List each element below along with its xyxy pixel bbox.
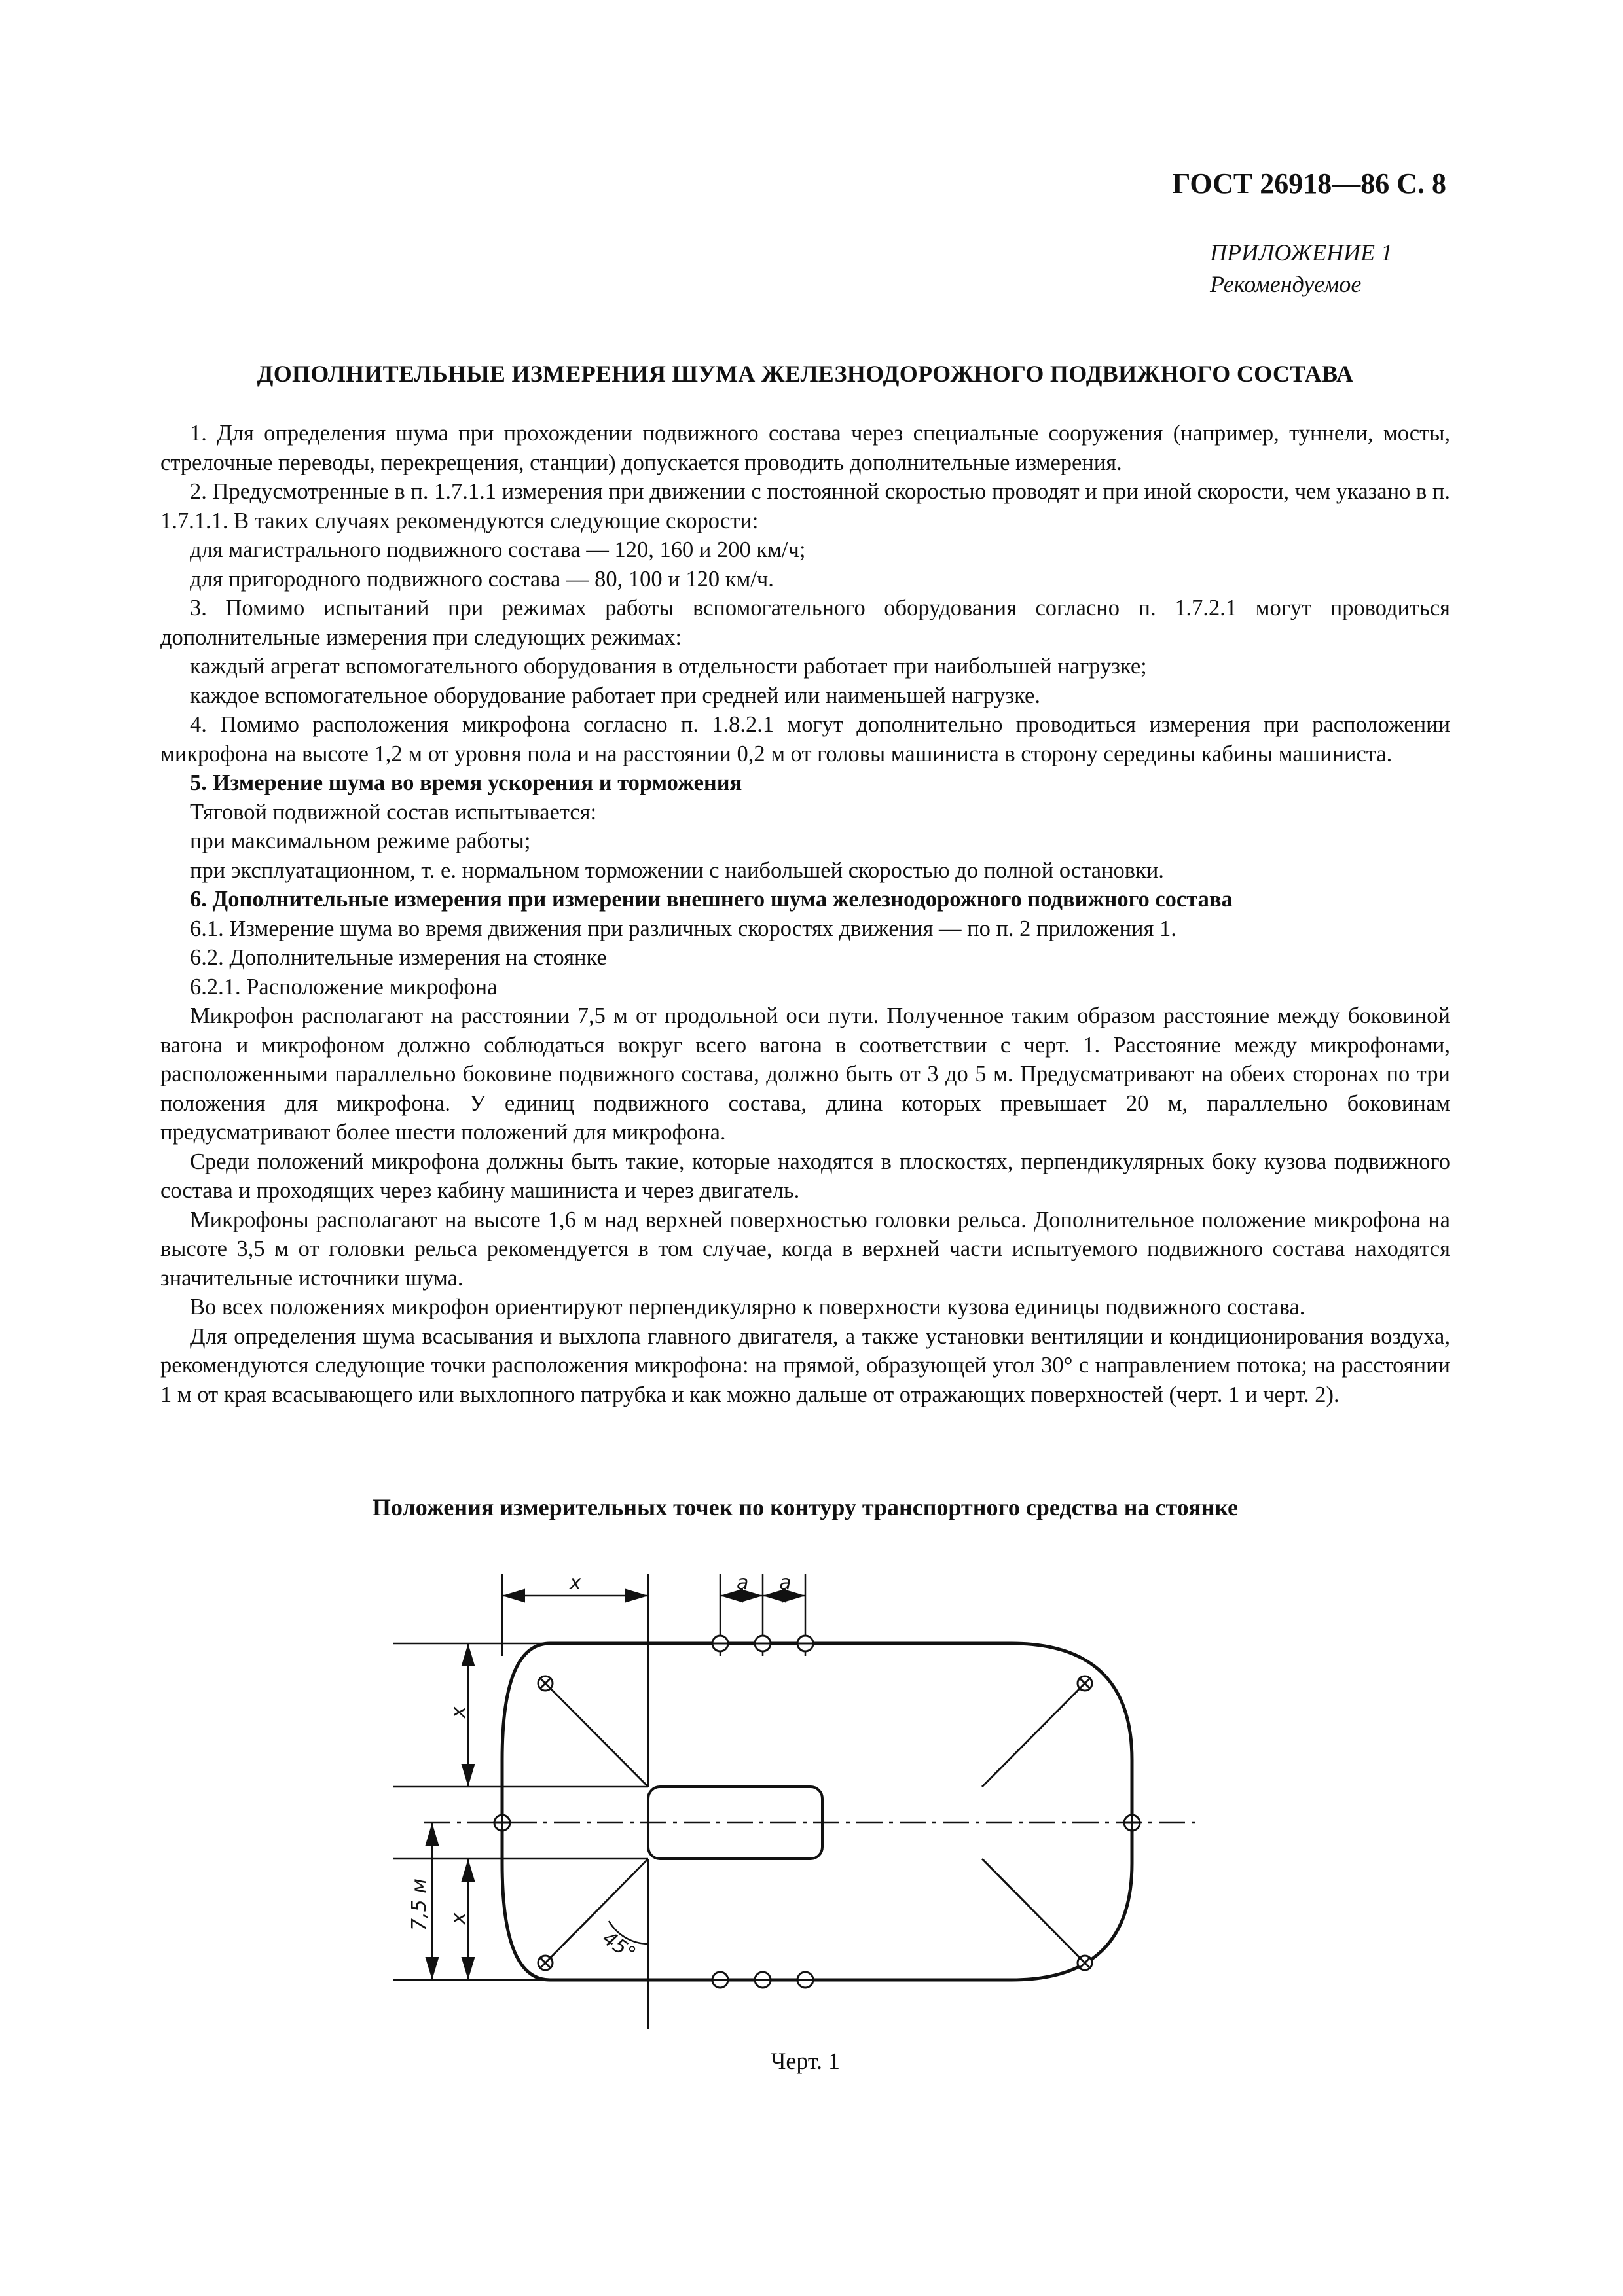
paragraph: Тяговой подвижной состав испытывается:: [190, 799, 597, 825]
microphone-point: [712, 1636, 728, 1651]
dimension-label-x: x: [447, 1912, 470, 1924]
annex-label: ПРИЛОЖЕНИЕ 1: [1210, 240, 1393, 266]
paragraph: каждое вспомогательное оборудование работает при средней или наименьшей нагрузке.: [190, 683, 1040, 708]
microphone-point: [1078, 1676, 1092, 1691]
microphone-point: [494, 1815, 510, 1831]
paragraph: 3. Помимо испытаний при режимах работы вспомогательного оборудования согласно п. 1.7.2.1 могут проводиться дополнительные измерения при следующих режимах:: [160, 596, 1450, 650]
section-title: ДОПОЛНИТЕЛЬНЫЕ ИЗМЕРЕНИЯ ШУМА ЖЕЛЕЗНОДОРОЖНОГО ПОДВИЖНОГО СОСТАВА: [257, 361, 1354, 387]
microphone-point: [712, 1972, 728, 1988]
paragraph: 6.2.1. Расположение микрофона: [190, 974, 498, 999]
paragraph: Микрофоны располагают на высоте 1,6 м над верхней поверхностью головки рельса. Дополнительное положение микрофона на высоте 3,5 м от головки рельса рекомендуется в том случае, когда в верхней части испытуемого подвижного состава находятся значительные источники шума.: [160, 1207, 1450, 1291]
paragraph: при эксплуатационном, т. е. нормальном торможении с наибольшей скоростью до полной остановки.: [190, 857, 1164, 883]
paragraph: 4. Помимо расположения микрофона согласно п. 1.8.2.1 могут дополнительно проводиться измерения при расположении микрофона на высоте 1,2 м от уровня пола и на расстоянии 0,2 м от головы машиниста в сторону середины кабины машиниста.: [160, 712, 1450, 766]
microphone-point: [755, 1972, 771, 1988]
dimension-label-a: a: [737, 1571, 749, 1594]
paragraph: при максимальном режиме работы;: [190, 829, 531, 853]
paragraph: Микрофон располагают на расстоянии 7,5 м от продольной оси пути. Полученное таким образом расстояние между боковиной вагона и микрофоном должно соблюдаться вокруг всего вагона в соответствии с черт. 1. Расстояние между микрофонами, расположенными параллельно боковине подвижного состава, должно быть от 3 до 5 м. Предусматривают на обеих сторонах по три положения для микрофона. У единиц подвижного состава, длина которых превышает 20 м, параллельно боковинам предусматривают более шести положений для микрофона.: [160, 1003, 1450, 1145]
microphone-contour: [502, 1643, 1132, 1980]
paragraph: Для определения шума всасывания и выхлопа главного двигателя, а также установки вентиляции и кондиционирования воздуха, рекомендуются следующие точки расположения микрофона: на прямой, образующей угол 30° с направлением потока; на расстоянии 1 м от края всасывающего или выхлопного патрубка и как можно дальше от отражающих поверхностей (черт. 1 и черт. 2).: [160, 1323, 1450, 1407]
paragraph: 6.2. Дополнительные измерения на стоянке: [190, 945, 607, 970]
paragraph: для магистрального подвижного состава — 120, 160 и 200 км/ч;: [190, 537, 806, 562]
microphone-point: [797, 1636, 813, 1651]
annex-status: Рекомендуемое: [1210, 271, 1362, 297]
subsection-heading: 5. Измерение шума во время ускорения и торможения: [190, 770, 742, 795]
microphone-point: [1078, 1956, 1092, 1970]
subsection-heading: 6. Дополнительные измерения при измерении внешнего шума железнодорожного подвижного состава: [190, 887, 1233, 912]
microphone-layout-diagram: [393, 1538, 1244, 2029]
microphone-point: [755, 1636, 771, 1651]
body-text: [160, 419, 1450, 1409]
standard-header: ГОСТ 26918—86 С. 8: [1172, 168, 1446, 200]
radial-line: [545, 1683, 648, 1787]
annex-block: [1210, 237, 1393, 300]
paragraph: Во всех положениях микрофон ориентируют перпендикулярно к поверхности кузова единицы подвижного состава.: [190, 1295, 1305, 1319]
paragraph: 6.1. Измерение шума во время движения при различных скоростях движения — по п. 2 приложения 1.: [190, 916, 1176, 941]
microphone-point: [1124, 1815, 1140, 1831]
microphone-point: [538, 1956, 553, 1970]
microphone-point: [538, 1676, 553, 1691]
paragraph: 1. Для определения шума при прохождении подвижного состава через специальные сооружения (например, туннели, мосты, стрелочные переводы, перекрещения, станции) допускается проводить дополнительные измерения.: [160, 421, 1450, 475]
paragraph: для пригородного подвижного состава — 80, 100 и 120 км/ч.: [190, 566, 774, 592]
radial-line: [822, 1787, 982, 1793]
figure-caption: Черт. 1: [771, 2048, 840, 2074]
radial-line: [982, 1859, 1085, 1963]
dimension-label-a: a: [779, 1571, 792, 1594]
paragraph: 2. Предусмотренные в п. 1.7.1.1 измерения при движении с постоянной скоростью проводят и при иной скорости, чем указано в п. 1.7.1.1. В таких случаях рекомендуются следующие скорости:: [160, 479, 1450, 533]
dimension-label-x: x: [570, 1571, 581, 1594]
radial-line: [982, 1683, 1085, 1787]
angle-label: 45°: [598, 1926, 640, 1966]
dimension-label-distance: 7,5 м: [408, 1878, 431, 1931]
microphone-point: [797, 1972, 813, 1988]
figure-title: Положения измерительных точек по контуру транспортного средства на стоянке: [372, 1494, 1239, 1520]
paragraph: Среди положений микрофона должны быть такие, которые находятся в плоскостях, перпендикулярных боку кузова подвижного состава и проходящих через кабину машиниста и через двигатель.: [160, 1149, 1450, 1203]
paragraph: каждый агрегат вспомогательного оборудования в отдельности работает при наибольшей нагрузке;: [190, 654, 1147, 679]
dimension-label-x: x: [447, 1706, 470, 1718]
